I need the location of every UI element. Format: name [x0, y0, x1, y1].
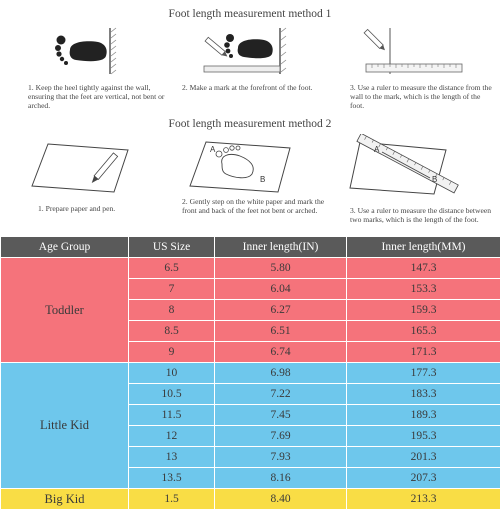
inner-length-in-cell: 8.40 — [215, 489, 347, 510]
us-size-cell: 8.5 — [129, 321, 215, 342]
method1-step2-text: 2. Make a mark at the forefront of the foot. — [182, 83, 332, 92]
us-size-cell: 12 — [129, 426, 215, 447]
table-row — [1, 258, 500, 279]
us-size-cell: 1.5 — [129, 489, 215, 510]
age-group-cell: Little Kid — [1, 363, 129, 489]
ruler-mark-b-label: B — [432, 175, 437, 184]
inner-length-mm-cell: 171.3 — [347, 342, 500, 363]
ruler-between-marks-illustration — [346, 134, 466, 200]
inner-length-mm-cell: 189.3 — [347, 405, 500, 426]
us-size-cell: 11.5 — [129, 405, 215, 426]
inner-length-mm-cell: 153.3 — [347, 279, 500, 300]
header-inner-length-mm: Inner length(MM) — [347, 237, 500, 258]
inner-length-mm-cell: 195.3 — [347, 426, 500, 447]
header-inner-length-in: Inner length(IN) — [215, 237, 347, 258]
inner-length-mm-cell: 159.3 — [347, 300, 500, 321]
us-size-cell: 9 — [129, 342, 215, 363]
header-age-group: Age Group — [1, 237, 129, 258]
inner-length-in-cell: 7.93 — [215, 447, 347, 468]
us-size-cell: 8 — [129, 300, 215, 321]
foot-against-wall-illustration — [40, 26, 120, 76]
inner-length-mm-cell: 201.3 — [347, 447, 500, 468]
table-header-row — [1, 237, 500, 258]
inner-length-in-cell: 7.22 — [215, 384, 347, 405]
size-chart-table — [0, 236, 500, 510]
inner-length-in-cell: 6.04 — [215, 279, 347, 300]
mark-a-label: A — [210, 145, 216, 154]
method2-title: Foot length measurement method 2 — [0, 118, 500, 130]
us-size-cell: 10.5 — [129, 384, 215, 405]
inner-length-mm-cell: 165.3 — [347, 321, 500, 342]
method1-title: Foot length measurement method 1 — [0, 8, 500, 20]
mark-forefront-illustration — [200, 26, 300, 76]
inner-length-in-cell: 8.16 — [215, 468, 347, 489]
method1-step3-text: 3. Use a ruler to measure the distance from the wall to the mark, which is the length of the foot. — [350, 83, 495, 111]
inner-length-in-cell: 6.27 — [215, 300, 347, 321]
mark-b-label: B — [260, 175, 265, 184]
table-row — [1, 363, 500, 384]
age-group-cell: Big Kid — [1, 489, 129, 510]
inner-length-mm-cell: 213.3 — [347, 489, 500, 510]
footprint-on-paper-illustration — [186, 136, 296, 196]
us-size-cell: 13.5 — [129, 468, 215, 489]
inner-length-in-cell: 5.80 — [215, 258, 347, 279]
table-row — [1, 489, 500, 510]
inner-length-in-cell: 7.69 — [215, 426, 347, 447]
paper-and-pen-illustration — [28, 136, 138, 196]
method2-step1-text: 1. Prepare paper and pen. — [38, 204, 178, 213]
inner-length-mm-cell: 177.3 — [347, 363, 500, 384]
inner-length-mm-cell: 147.3 — [347, 258, 500, 279]
method2-step3-text: 3. Use a ruler to measure the distance between two marks, which is the length of the foot. — [350, 206, 495, 224]
us-size-cell: 10 — [129, 363, 215, 384]
us-size-cell: 7 — [129, 279, 215, 300]
inner-length-in-cell: 6.98 — [215, 363, 347, 384]
age-group-cell: Toddler — [1, 258, 129, 363]
inner-length-mm-cell: 207.3 — [347, 468, 500, 489]
ruler-mark-a-label: A — [374, 145, 380, 154]
method2-step2-text: 2. Gently step on the white paper and mark the front and back of the feet not bent or arched. — [182, 197, 332, 215]
inner-length-in-cell: 7.45 — [215, 405, 347, 426]
header-us-size: US Size — [129, 237, 215, 258]
size-table-body — [1, 258, 500, 510]
us-size-cell: 6.5 — [129, 258, 215, 279]
us-size-cell: 13 — [129, 447, 215, 468]
inner-length-in-cell: 6.74 — [215, 342, 347, 363]
ruler-measure-illustration — [360, 26, 470, 76]
method1-step1-text: 1. Keep the heel tightly against the wall, ensuring that the feet are vertical, not bent or arched. — [28, 83, 178, 111]
inner-length-in-cell: 6.51 — [215, 321, 347, 342]
inner-length-mm-cell: 183.3 — [347, 384, 500, 405]
